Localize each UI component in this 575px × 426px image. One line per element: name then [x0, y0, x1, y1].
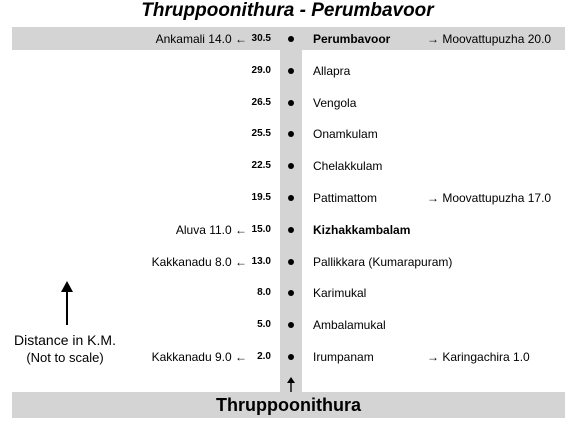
stop-dot	[288, 227, 294, 233]
stop-dot	[288, 36, 294, 42]
road-start-arrow-icon	[285, 377, 297, 393]
stop-dot	[288, 290, 294, 296]
stop-dot	[288, 131, 294, 137]
destination-label: Thruppoonithura	[216, 395, 361, 415]
legend-label	[0, 331, 130, 367]
legend-line2: (Not to scale)	[26, 350, 104, 365]
stop-dot	[288, 68, 294, 74]
stop-row	[0, 156, 575, 176]
stop-row	[0, 283, 575, 303]
stop-row	[0, 93, 575, 113]
branch-left: Kakkanadu 8.0 ←	[151, 254, 247, 269]
road-strip	[280, 27, 302, 394]
stop-distance: 26.5	[251, 96, 271, 108]
stop-name: Kizhakkambalam	[313, 222, 411, 237]
stop-name: Vengola	[313, 95, 357, 110]
stop-distance: 8.0	[257, 287, 271, 299]
stop-name: Ambalamukal	[313, 318, 386, 333]
branch-right: → Moovattupuzha 20.0	[427, 32, 552, 46]
stop-name: Onamkulam	[313, 127, 378, 142]
stop-row	[0, 124, 575, 144]
stop-name: Pattimattom	[313, 191, 378, 205]
branch-left: Aluva 11.0 ←	[175, 222, 247, 237]
stop-row	[0, 188, 575, 208]
branch-right: → Karingachira 1.0	[427, 350, 530, 364]
stop-distance: 22.5	[251, 160, 271, 172]
stop-distance: 2.0	[257, 351, 271, 362]
stop-name: Allapra	[313, 63, 351, 78]
stop-dot	[288, 195, 294, 201]
branch-left: Kakkanadu 9.0 ←	[151, 350, 247, 364]
stop-row	[0, 61, 575, 81]
stop-distance: 19.5	[251, 192, 271, 203]
branch-left: Ankamali 14.0 ←	[155, 32, 247, 46]
stop-name: Pallikkara (Kumarapuram)	[313, 254, 453, 269]
stop-distance: 25.5	[251, 128, 271, 140]
stop-distance: 30.5	[251, 33, 271, 44]
stop-dot	[288, 354, 294, 360]
branch-right: → Moovattupuzha 17.0	[427, 191, 552, 205]
stop-name: Perumbavoor	[313, 32, 391, 46]
stop-name: Karimukal	[313, 286, 367, 301]
stop-row	[0, 29, 575, 49]
stop-distance: 13.0	[251, 255, 271, 267]
stop-distance: 15.0	[251, 223, 271, 235]
stop-name: Irumpanam	[313, 350, 374, 364]
stop-dot	[288, 259, 294, 265]
up-arrow-icon	[60, 281, 74, 325]
stop-distance: 29.0	[251, 64, 271, 76]
stop-row	[0, 220, 575, 240]
stop-dot	[288, 100, 294, 106]
diagram-title: Thruppoonithura - Perumbavoor	[141, 0, 434, 21]
stop-dot	[288, 163, 294, 169]
stop-dot	[288, 322, 294, 328]
destination-band	[12, 392, 565, 418]
stop-name: Chelakkulam	[313, 159, 383, 174]
legend-line1: Distance in K.M.	[14, 332, 116, 348]
stop-distance: 5.0	[257, 319, 271, 331]
stop-row	[0, 252, 575, 272]
